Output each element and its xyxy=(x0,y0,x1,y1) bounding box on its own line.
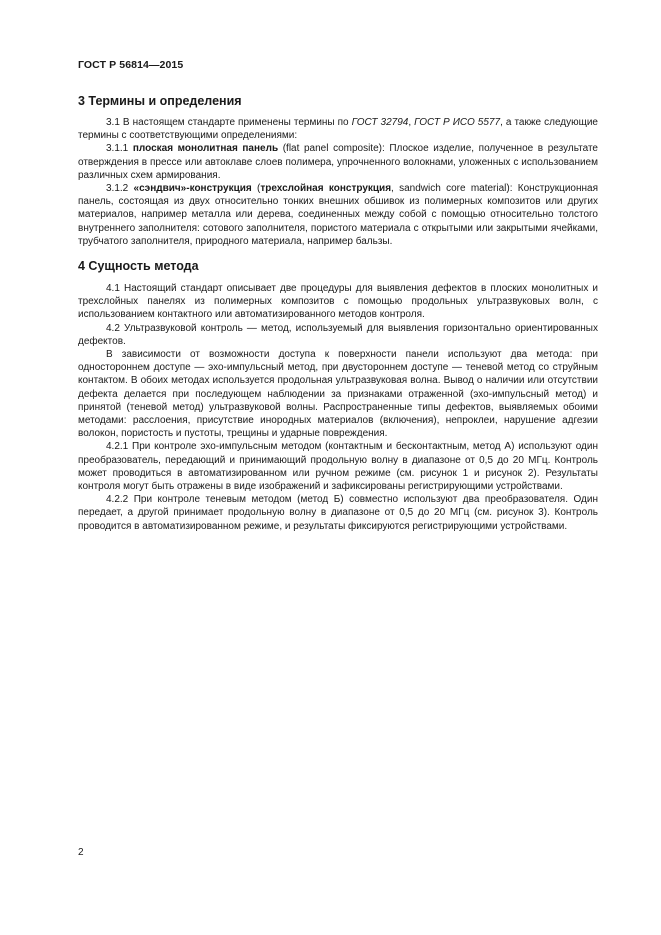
page-content xyxy=(78,94,598,533)
term-flat-panel: плоская монолитная панель xyxy=(132,143,279,155)
term-three-layer: трехслойная конструкция xyxy=(260,183,392,195)
paragraph-4-2-2: 4.2.2 При контроле теневым методом (метод Б) совместно используют два преобразователя. Один передает, а другой принимает продольную волну в диапазоне от 0,5 до 20 МГц (см. рисунок 3). Контроль проводится в автоматизированном режиме, и результаты фиксируются регистрирующими устройствами. xyxy=(78,494,598,532)
paragraph-4-1: 4.1 Настоящий стандарт описывает две процедуры для выявления дефектов в плоских монолитных и трехслойных панелях из полимерных композитов с помощью продольных ультразвуковых волн, с использованием контактного или автоматизированного методов контроля. xyxy=(78,283,598,321)
paragraph-3-1-2: 3.1.2 «сэндвич»-конструкция (трехслойная конструкция, sandwich core material): Конструкционная панель, состоящая из двух относительно тонких внешних обшивок из полимерных композитов или других материалов, например металла или дерева, соединенных между собой с помощью относительно толстого внутреннего заполнителя: сотового заполнителя, пористого материала с открытыми или закрытыми ячейками, трубчатого заполнителя, природного материала, например бальзы. xyxy=(78,183,599,247)
paragraph-3-1-1: 3.1.1 плоская монолитная панель (flat panel composite): Плоское изделие, полученное в результате отверждения в прессе или автоклаве слоев полимера, упрочненного волокнами, уложенных с использованием различных схем армирования. xyxy=(78,143,598,181)
page-number: 2 xyxy=(78,847,84,858)
paragraph-4-2: 4.2 Ультразвуковой контроль — метод, используемый для выявления горизонтально ориентированных дефектов. xyxy=(78,322,598,347)
section-3-title: 3 Термины и определения xyxy=(78,94,242,108)
paragraph-4-2-1: 4.2.1 При контроле эхо-импульсным методом (контактным и бесконтактным, метод А) используют один преобразователь, передающий и принимающий продольную волну в диапазоне от 0,5 до 20 МГц. Контроль может проводиться в автоматизированном или ручном режиме (см. рисунок 1 и рисунок 2). Результаты контроля могут быть отражены в виде изображений и зафиксированы регистрирующими устройствами. xyxy=(78,441,598,493)
term-sandwich: «сэндвич»-конструкция xyxy=(133,183,252,195)
paragraph-3-1: 3.1 В настоящем стандарте применены термины по ГОСТ 32794, ГОСТ Р ИСО 5577, а также следующие термины с соответствующими определениями: xyxy=(78,117,598,142)
document-code: ГОСТ Р 56814—2015 xyxy=(78,59,184,71)
section-4-title: 4 Сущность метода xyxy=(78,259,199,274)
reference-gost-32794: ГОСТ 32794 xyxy=(351,117,409,128)
paragraph-4-2-methods: В зависимости от возможности доступа к поверхности панели используют два метода: при одностороннем доступе — эхо-импульсный метод, при двустороннем доступе — теневой метод со струйным контактом. В обоих методах используется продольная ультразвуковая волна. Вывод о наличии или отсутствии дефекта делается при последующем наблюдении за признаками отраженной (эхо-импульсный метод) и принятой (теневой метод) ультразвуковой волны. Распространенные типы дефектов, выявляемых обоими методами: расслоения, присутствие инородных материалов (включения), непроклеи, нарушение адгезии волокон, пористость и пустоты, трещины и ударные повреждения. xyxy=(78,349,598,440)
reference-gost-iso-5577: ГОСТ Р ИСО 5577 xyxy=(414,117,501,128)
